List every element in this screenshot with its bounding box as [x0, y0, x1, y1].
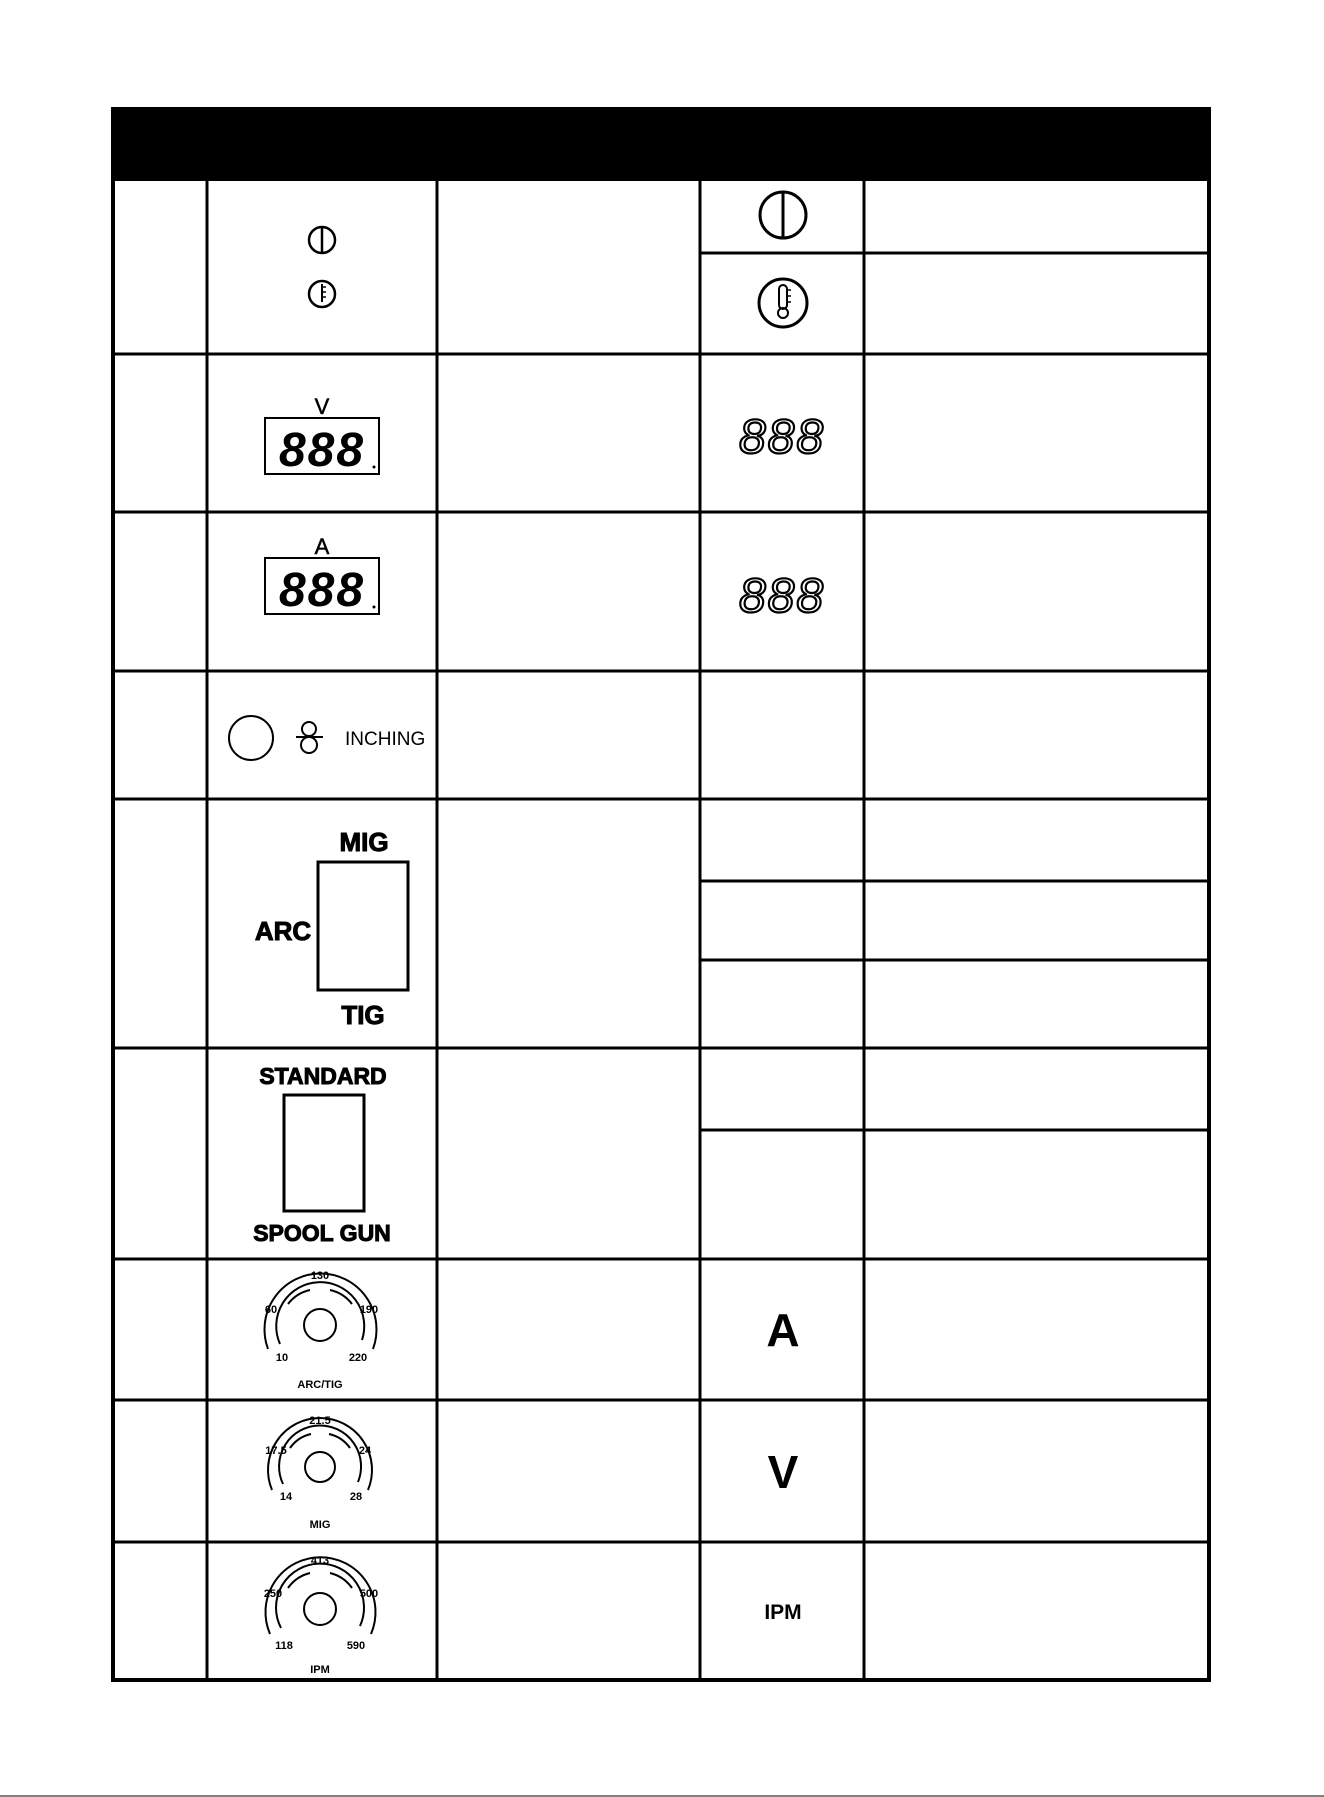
table-header: [112, 109, 1210, 181]
voltmeter-symbol-digits: 888: [738, 411, 826, 464]
volt-symbol: V: [767, 1446, 799, 1498]
power-icon: [760, 192, 806, 238]
knob-tick: 220: [348, 1352, 368, 1364]
volt-knob-ticks: [265, 1415, 372, 1503]
ammeter-digits: 888: [278, 564, 366, 617]
ammeter-label: A: [314, 534, 330, 559]
knob-tick: 413: [310, 1555, 330, 1567]
voltmeter-label: V: [314, 394, 330, 419]
ammeter-display: [265, 558, 379, 617]
ammeter-symbol-digits: 888: [738, 570, 826, 623]
knob-tick: 21.5: [309, 1415, 331, 1427]
knob-tick: 14: [279, 1491, 293, 1503]
panel-power-icon: [309, 227, 335, 253]
knob-tick: 118: [275, 1640, 293, 1652]
knob-tick: 60: [264, 1304, 278, 1316]
knob-tick: 17.5: [265, 1445, 287, 1457]
amp-symbol: A: [766, 1304, 800, 1356]
knob-tick: 28: [349, 1491, 363, 1503]
inching-label: INCHING: [345, 729, 426, 750]
process-selector-switch: [318, 862, 408, 990]
panel-thermal-icon: [309, 281, 335, 307]
subrow-dividers: [700, 253, 1209, 1130]
ipm-symbol: IPM: [764, 1601, 802, 1624]
knob-tick: 10: [275, 1352, 289, 1364]
amp-knob-label: ARC/TIG: [297, 1379, 343, 1391]
knob-tick: 590: [346, 1640, 366, 1652]
wire-knob-label: IPM: [310, 1664, 330, 1676]
voltmeter-digits: 888: [278, 424, 366, 477]
amp-knob-ticks: [265, 1270, 378, 1364]
tig-label: TIG: [341, 1000, 385, 1030]
wire-feed-icon: [296, 722, 323, 753]
knob-tick: 130: [310, 1270, 330, 1282]
knob-tick: 250: [263, 1588, 283, 1600]
knob-tick: 24: [358, 1445, 372, 1457]
voltmeter-display: [265, 418, 379, 477]
thermal-icon: [759, 279, 807, 327]
standard-label: STANDARD: [259, 1063, 387, 1089]
spool-gun-label: SPOOL GUN: [253, 1220, 391, 1246]
mig-label: MIG: [339, 827, 389, 857]
arc-label: ARC: [254, 916, 312, 946]
volt-knob-label: MIG: [309, 1519, 331, 1531]
knob-tick: 500: [359, 1588, 379, 1600]
inching-button: [229, 716, 273, 760]
knob-tick: 190: [359, 1304, 379, 1316]
wire-knob-ticks: [264, 1555, 378, 1652]
gun-selector-switch: [284, 1095, 364, 1211]
